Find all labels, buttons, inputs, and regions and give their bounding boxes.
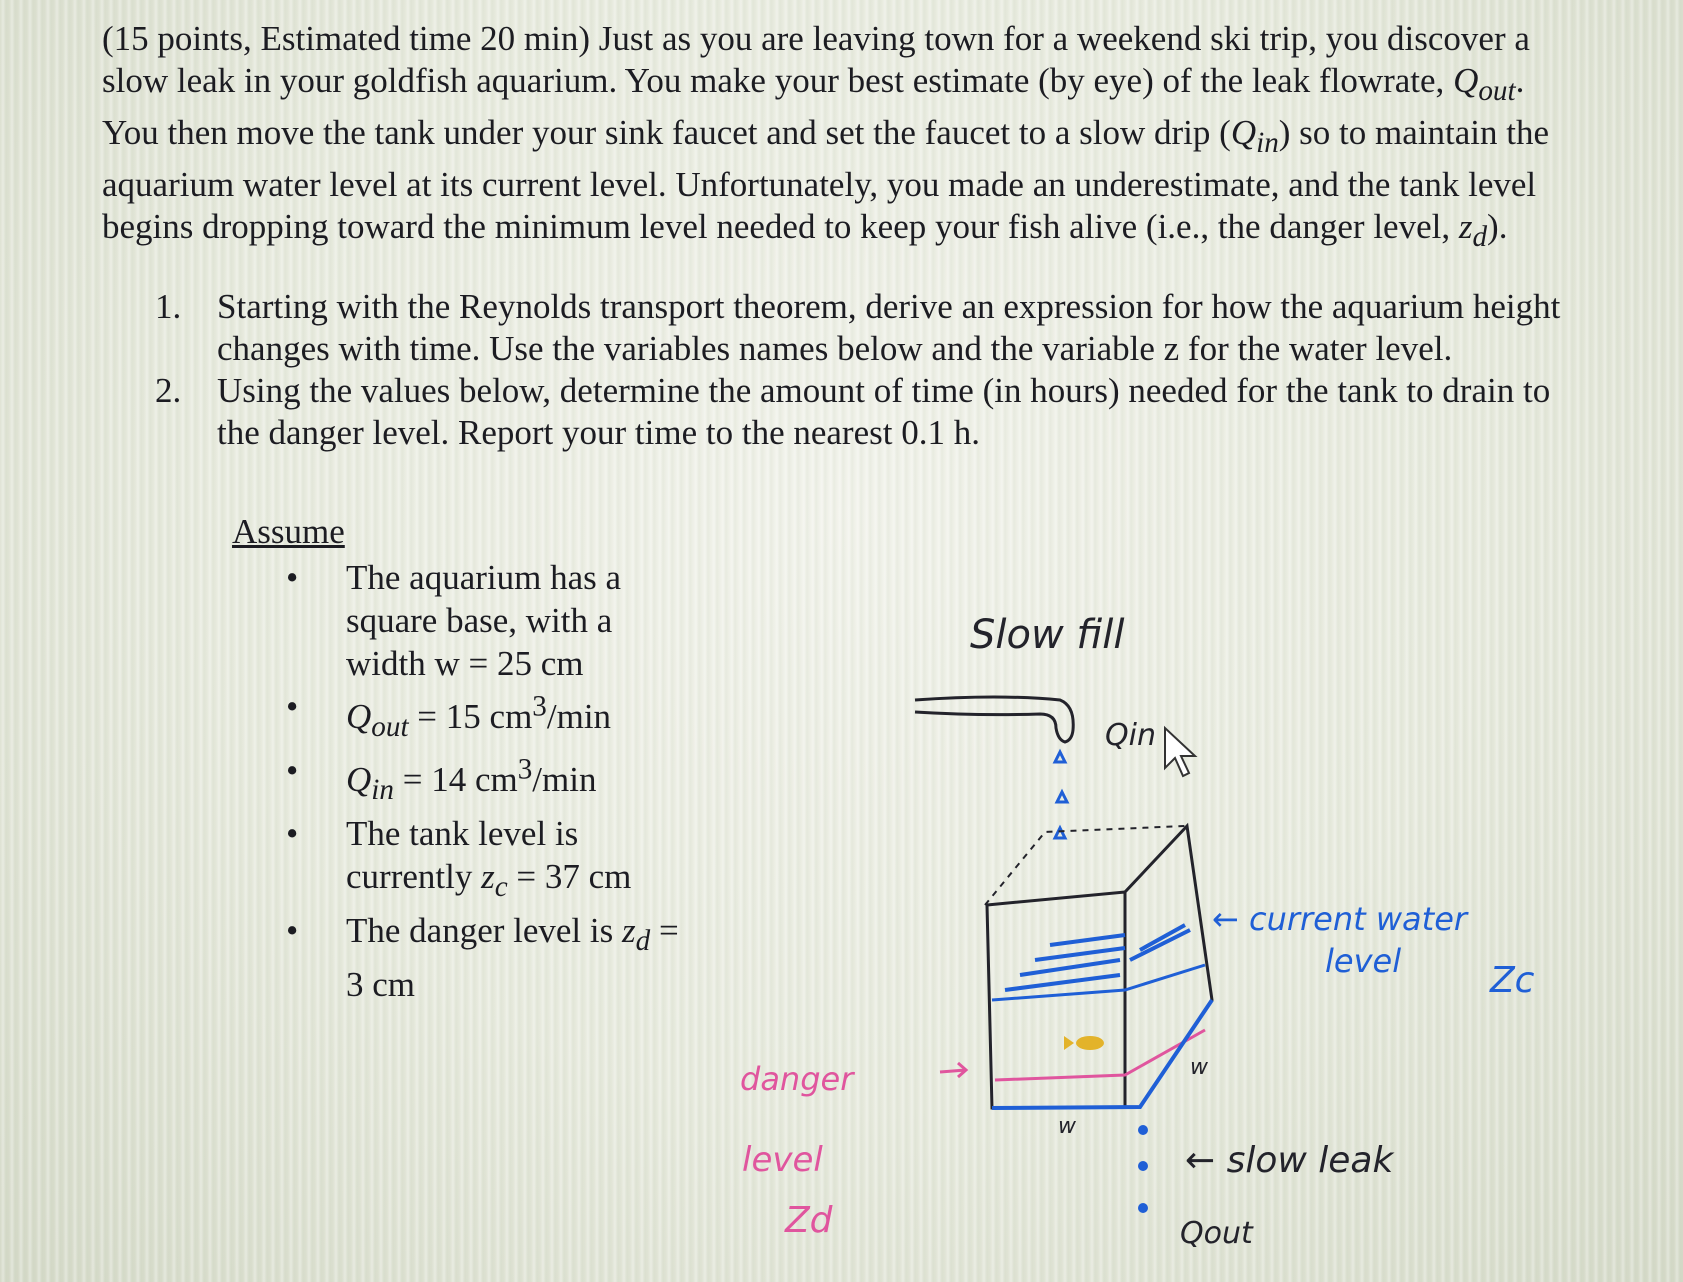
- tank-bottom: [992, 1000, 1212, 1108]
- assume-heading: Assume: [232, 512, 345, 551]
- question-number: 2.: [155, 371, 182, 410]
- assumption-item: • The aquarium has a square base, with a width w = 25 cm: [286, 558, 622, 683]
- question-text: Starting with the Reynolds transport theorem, derive an expression for how the aquarium height changes with time. Use the variables names below and the variable z for the water level.: [217, 287, 1561, 368]
- danger-level-label: level: [742, 1140, 823, 1180]
- assumption-item: • The tank level is currently $z_c = 37$ cm: [286, 814, 632, 904]
- problem-intro: (15 points, Estimated time 20 min) Just as you are leaving town for a weekend ski trip, you discover a slow leak in your goldfish aquarium. You make your best estimate (by eye) of the leak flowrate, $Q_{out}$. You then move the tank under your sink faucet and set the faucet to a slow drip $(Q_{in})$ so to maintain the aquarium water level at its current level. Unfortunately, you made an underestimate, and the tank level begins dropping toward the minimum level needed to keep your fish alive (i.e., the danger level, $z_d$).: [102, 19, 1550, 253]
- question-number: 1.: [155, 287, 182, 326]
- faucet-icon: [915, 697, 1073, 742]
- q-in-label: Qin: [1105, 718, 1156, 753]
- current-water-label: ← current water: [1212, 900, 1468, 938]
- drip-icon: [1055, 752, 1067, 838]
- slow-fill-label: Slow fill: [970, 612, 1125, 658]
- danger-arrow-icon: [940, 1063, 966, 1077]
- assumption-item: • The danger level is $z_d = 3$ cm: [286, 911, 679, 1005]
- slow-leak-label: ← slow leak: [1185, 1140, 1394, 1181]
- question-text: Using the values below, determine the amount of time (in hours) needed for the tank to drain to the danger level. Report your time to the nearest 0.1 h.: [217, 371, 1551, 452]
- tank-back-edge: [985, 826, 1185, 905]
- water-hatch: [1005, 925, 1190, 990]
- zd-label: Zd: [785, 1200, 833, 1241]
- current-level-label: level: [1325, 942, 1402, 980]
- fish-icon: [1076, 1036, 1104, 1050]
- w-side-label: w: [1190, 1055, 1208, 1080]
- w-bottom-label: w: [1058, 1114, 1076, 1139]
- assumption-item: • $Q_{out} = 15$ $cm^3/\min$: [286, 687, 612, 743]
- zc-label: Zc: [1490, 960, 1535, 1001]
- assumption-item: • $Q_{in} = 14$ $cm^3/\min$: [286, 750, 597, 807]
- mouse-cursor-icon: [1165, 728, 1195, 776]
- danger-label: danger: [740, 1060, 854, 1098]
- q-out-label: Qout: [1180, 1216, 1253, 1251]
- leak-drip-icon: [1138, 1203, 1148, 1213]
- current-level-line: [992, 965, 1205, 1000]
